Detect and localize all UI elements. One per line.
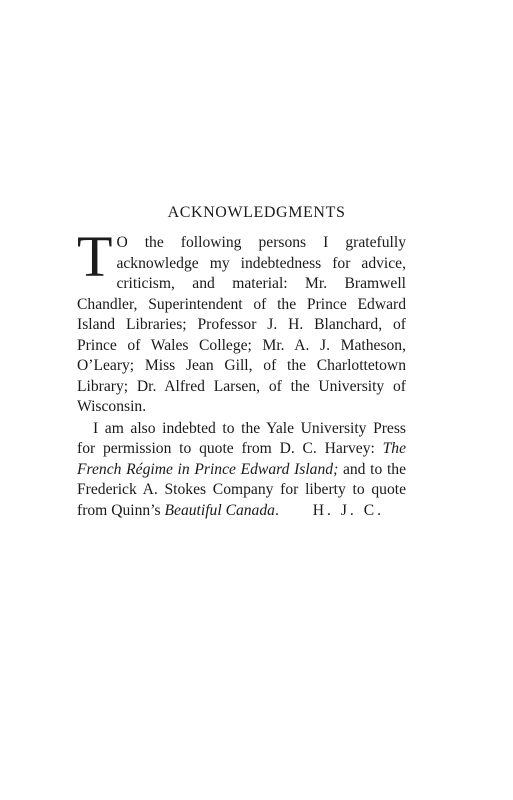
paragraph-1-text: O the following persons I gratefully acknowledge my indebtedness for advice, criticism, and material: Mr. Bramwell Chandler, Superintendent of the Prince Edward Island Libraries; Professor J. H. Blanchard, of Prince of Wales College; Mr. A. J. Matheson, O’Leary; Miss Jean Gill, of the Charlottetown Library; Dr. Alfred Larsen, of the University of Wisconsin. bbox=[77, 234, 406, 415]
paragraph-2-text-3: . bbox=[274, 501, 279, 519]
paragraph-2-text-1: I am also indebted to the Yale University Press for permission to quote from D. C. Harvey: bbox=[77, 419, 406, 457]
paragraph-2-text-2: and to the Frederick A. Stokes Company for liberty to quote from Quinn’s bbox=[77, 460, 407, 519]
paragraph-1 bbox=[77, 224, 406, 418]
page-heading: ACKNOWLEDGMENTS bbox=[167, 204, 346, 221]
acknowledgments-body bbox=[77, 224, 407, 521]
paragraph-2-italic-title-2: Beautiful Canada bbox=[164, 501, 275, 519]
paragraph-2-italic-title-1: The French Régime in Prince Edward Island; bbox=[77, 440, 406, 478]
drop-cap: T bbox=[77, 224, 113, 289]
author-initials: H. J. C. bbox=[312, 502, 384, 519]
